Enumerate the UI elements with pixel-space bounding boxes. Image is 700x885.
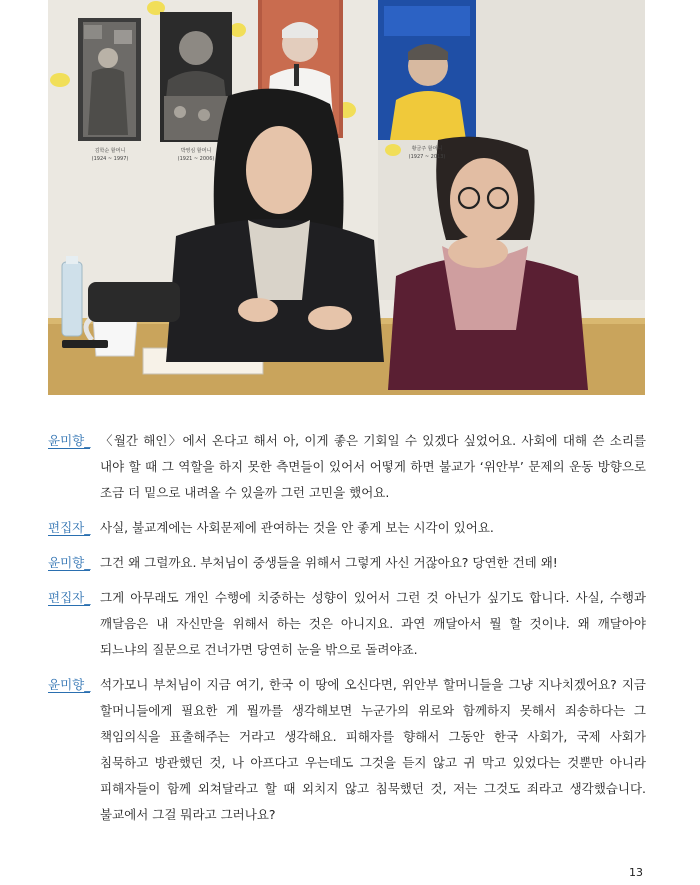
portrait-photo-1 [78, 18, 141, 141]
dialogue-turn [48, 428, 646, 506]
interview-dialogue [48, 428, 646, 837]
portrait-caption-3-years: (1927 ~ 2013) [408, 154, 446, 160]
portrait-caption-1-years: (1924 ~ 1997) [91, 156, 129, 162]
portrait-photo-4 [378, 0, 476, 140]
dialogue-turn [48, 672, 646, 828]
interview-photo [48, 0, 645, 395]
utterance-text: 석가모니 부처님이 지금 여기, 한국 이 땅에 오신다면, 위안부 할머니들을 그냥 지나치겠어요? 지금 할머니들에게 필요한 게 뭘까를 생각해보면 누군가의 위로와 함께하지 못해서 죄송하다는 그 책임의식을 표출해주는 거라고 생각해요. 피해자를 향해서 그동안 한국 사회가, 국제 사회가 침묵하고 방관했던 것, 나 아프다고 우는데도 그것을 듣지 않고 귀 막고 있었다는 것뿐만 아니라 피해자들이 함께 외쳐달라고 할 때 외치지 않고 침묵했던 것, 저는 그것도 죄라고 생각했습니다. 불교에서 그걸 뭐라고 그러나요? [100, 677, 646, 822]
portrait-caption-1-name: 김학순 할머니 [94, 148, 126, 154]
speaker-label: 윤미향_ [48, 677, 91, 692]
dialogue-turn [48, 550, 646, 576]
dialogue-turn [48, 585, 646, 663]
utterance-text: 〈월간 해인〉에서 온다고 해서 아, 이게 좋은 기회일 수 있겠다 싶었어요. 사회에 대해 쓴 소리를 내야 할 때 그 역할을 하지 못한 측면들이 있어서 어떻게 하면 불교가 ‘위안부’ 문제의 운동 방향으로 조금 더 밑으로 내려올 수 있을까 그런 고민을 했어요. [100, 433, 646, 500]
portrait-caption-3-name: 황금주 할머니 [411, 146, 443, 152]
utterance-text: 그게 아무래도 개인 수행에 치중하는 성향이 있어서 그런 것 아닌가 싶기도 합니다. 사실, 수행과 깨달음은 내 자신만을 위해서 하는 것은 아니지요. 과연 깨달아서 뭘 할 것이냐. 왜 깨달아야 되느냐의 질문으로 건너가면 당연히 눈을 밖으로 돌려야죠. [100, 590, 646, 657]
speaker-label: 편집자_ [48, 590, 91, 605]
portrait-caption-2-name: 박영심 할머니 [180, 148, 212, 154]
speaker-label: 윤미향_ [48, 433, 91, 448]
page-number: 13 [629, 866, 643, 879]
speaker-label: 편집자_ [48, 520, 91, 535]
portrait-caption-2-years: (1921 ~ 2006) [177, 156, 215, 162]
dialogue-turn [48, 515, 646, 541]
speaker-label: 윤미향_ [48, 555, 91, 570]
utterance-text: 사실, 불교계에는 사회문제에 관여하는 것을 안 좋게 보는 시각이 있어요. [100, 520, 494, 535]
utterance-text: 그건 왜 그럴까요. 부처님이 중생들을 위해서 그렇게 사신 거잖아요? 당연한 건데 왜! [100, 555, 558, 570]
